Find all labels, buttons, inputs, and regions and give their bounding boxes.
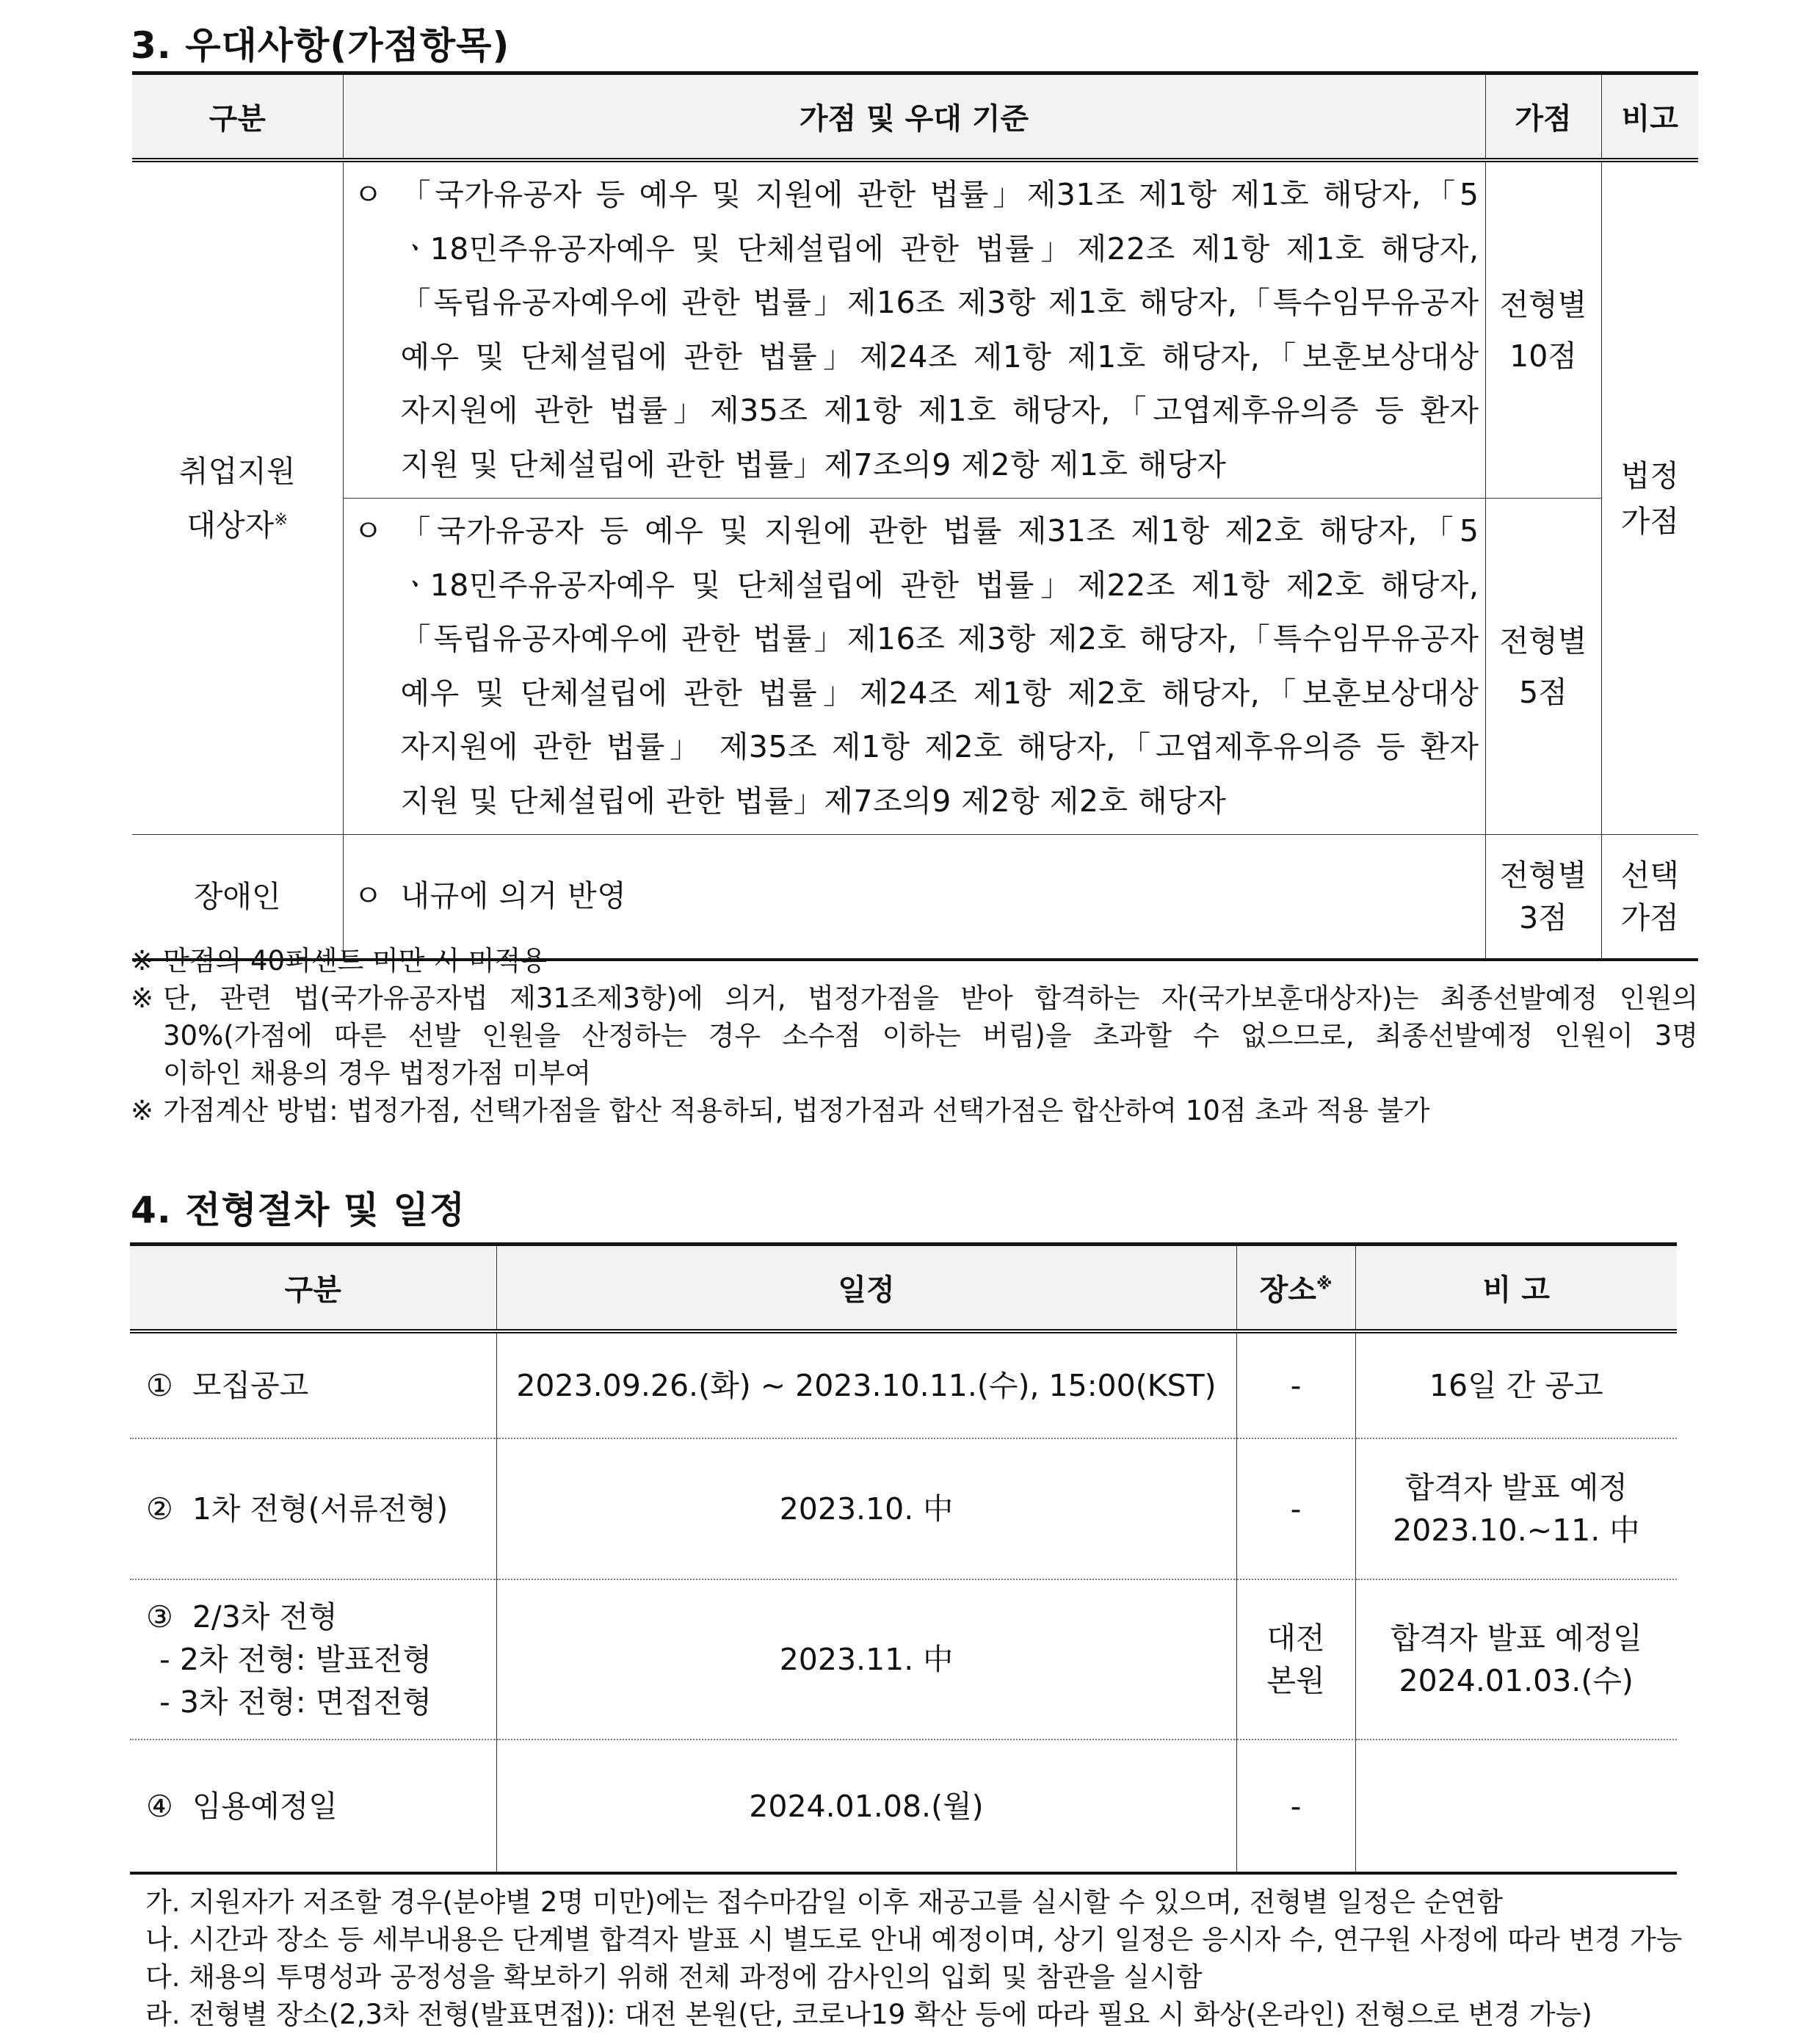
- bullet-icon: ㅇ: [353, 513, 383, 548]
- note-item: 라. 전형별 장소(2,3차 전형(발표면접)): 대전 본원(단, 코로나19 확산 등에 따라 필요 시 화상(온라인) 전형으로 변경 가능): [145, 1999, 1592, 2030]
- stage-cell: ③ 2/3차 전형 - 2차 전형: 발표전형 - 3차 전형: 면접전형: [130, 1579, 496, 1739]
- schedule-row-appointment: [130, 1739, 1677, 1873]
- employment-support-remarks: 법정 가점: [1601, 160, 1698, 835]
- place-cell: -: [1236, 1739, 1355, 1873]
- stage-cell: ④ 임용예정일: [130, 1739, 496, 1873]
- criteria-line: 예우 및 단체설립에 관한 법률」제24조 제1항 제2호 해당자,「보훈보상대상: [400, 675, 1479, 711]
- schedule-cell: 2023.11. 中: [496, 1579, 1236, 1739]
- criteria-line: 자지원에 관한 법률」 제35조 제1항 제2호 해당자,「고엽제후유의증 등 환자: [400, 729, 1479, 764]
- stage-cell: ① 모집공고: [130, 1331, 496, 1438]
- disabled-category: 장애인: [132, 835, 343, 960]
- section4-title: 4. 전형절차 및 일정: [131, 1189, 466, 1231]
- criteria-line: 「독립유공자예우에 관한 법률」제16조 제3항 제2호 해당자,「특수임무유공자: [400, 621, 1479, 656]
- category-line1: 취업지원: [179, 453, 296, 489]
- employment-support-points-1: 전형별 10점: [1485, 160, 1601, 499]
- preference-table: [132, 71, 1698, 961]
- schedule-table: [130, 1242, 1677, 1875]
- disabled-remarks: 선택 가점: [1601, 835, 1698, 960]
- schedule-cell: 2023.10. 中: [496, 1438, 1236, 1579]
- preference-notes: [131, 942, 1698, 1129]
- note-item: 가. 지원자가 저조할 경우(분야별 2명 미만)에는 접수마감일 이후 재공고를 실시할 수 있으며, 전형별 일정은 순연함: [145, 1886, 1503, 1918]
- category-line2: 대상자※: [186, 507, 289, 543]
- schedule-table-header: [130, 1245, 1677, 1332]
- note-item: ※ 만점의 40퍼센트 미만 시 미적용: [131, 945, 548, 977]
- disabled-criteria: ㅇ 내규에 의거 반영: [343, 835, 1485, 960]
- employment-support-row-1: [132, 160, 1698, 499]
- schedule-row-interview: [130, 1579, 1677, 1739]
- header-schedule: 일정: [496, 1245, 1236, 1332]
- schedule-notes: [131, 1883, 1694, 2033]
- remarks-cell: 합격자 발표 예정 2023.10.~11. 中: [1355, 1438, 1677, 1579]
- reference-mark: ※: [274, 510, 289, 529]
- criteria-line: ㅇ 「국가유공자 등 예우 및 지원에 관한 법률」제31조 제1항 제1호 해당자,「5: [354, 168, 1479, 222]
- remarks-cell: [1355, 1739, 1677, 1873]
- stage-cell: ② 1차 전형(서류전형): [130, 1438, 496, 1579]
- note-item: 나. 시간과 장소 등 세부내용은 단계별 합격자 발표 시 별도로 안내 예정이며, 상기 일정은 응시자 수, 연구원 사정에 따라 변경 가능: [145, 1924, 1683, 1955]
- header-criteria: 가점 및 우대 기준: [343, 73, 1485, 161]
- header-place: 장소※: [1236, 1245, 1355, 1332]
- schedule-row-document: [130, 1438, 1677, 1579]
- header-points: 가점: [1485, 73, 1601, 161]
- remarks-cell: 합격자 발표 예정일 2024.01.03.(수): [1355, 1579, 1677, 1739]
- note-item: 다. 채용의 투명성과 공정성을 확보하기 위해 전체 과정에 감사인의 입회 및 참관을 실시함: [145, 1961, 1203, 1993]
- employment-support-criteria-1: [343, 160, 1485, 499]
- disabled-points: 전형별 3점: [1485, 835, 1601, 960]
- disabled-row: [132, 835, 1698, 960]
- criteria-line: 「독립유공자예우에 관한 법률」제16조 제3항 제1호 해당자,「특수임무유공자: [400, 285, 1479, 320]
- criteria-line: 예우 및 단체설립에 관한 법률」제24조 제1항 제1호 해당자,「보훈보상대상: [400, 338, 1479, 374]
- section3-title: 3. 우대사항(가점항목): [131, 24, 510, 67]
- place-cell: 대전 본원: [1236, 1579, 1355, 1739]
- criteria-line: ㆍ18민주유공자예우 및 단체설립에 관한 법률」제22조 제1항 제1호 해당자,: [400, 231, 1479, 267]
- note-item: ※ 단, 관련 법(국가유공자법 제31조제3항)에 의거, 법정가점을 받아 합격하는 자(국가보훈대상자)는 최종선발예정 인원의 30%(가점에 따른 선발 인원을 산정하는 경우 소수점 이하는 버림)을 초과할 수 없으므로, 최종선발예정 인원이 3명 이하인 채용의 경우 법정가점 미부여: [131, 982, 1698, 1089]
- employment-support-category: [132, 160, 343, 835]
- header-category: 구분: [132, 73, 343, 161]
- bullet-icon: ㅇ: [353, 878, 383, 913]
- schedule-row-recruitment: [130, 1331, 1677, 1438]
- header-category: 구분: [130, 1245, 496, 1332]
- employment-support-points-2: 전형별 5점: [1485, 499, 1601, 835]
- preference-table-header: [132, 73, 1698, 161]
- criteria-line: ㆍ18민주유공자예우 및 단체설립에 관한 법률」제22조 제1항 제2호 해당자,: [400, 567, 1479, 603]
- criteria-line: ㅇ 「국가유공자 등 예우 및 지원에 관한 법률 제31조 제1항 제2호 해당자,「5: [354, 504, 1479, 559]
- header-remarks: 비고: [1601, 73, 1698, 161]
- place-cell: -: [1236, 1438, 1355, 1579]
- remarks-cell: 16일 간 공고: [1355, 1331, 1677, 1438]
- criteria-line: 자지원에 관한 법률」제35조 제1항 제1호 해당자,「고엽제후유의증 등 환자: [400, 393, 1479, 428]
- employment-support-row-2: [132, 499, 1698, 835]
- schedule-cell: 2024.01.08.(월): [496, 1739, 1236, 1873]
- criteria-line: 지원 및 단체설립에 관한 법률」제7조의9 제2항 제1호 해당자: [400, 446, 1227, 482]
- criteria-line: 지원 및 단체설립에 관한 법률」제7조의9 제2항 제2호 해당자: [400, 783, 1227, 819]
- employment-support-criteria-2: [343, 499, 1485, 835]
- bullet-icon: ㅇ: [353, 177, 383, 212]
- note-item: ※ 가점계산 방법: 법정가점, 선택가점을 합산 적용하되, 법정가점과 선택가점은 합산하여 10점 초과 적용 불가: [131, 1095, 1430, 1126]
- schedule-cell: 2023.09.26.(화) ~ 2023.10.11.(수), 15:00(KST): [496, 1331, 1236, 1438]
- place-cell: -: [1236, 1331, 1355, 1438]
- header-remarks: 비 고: [1355, 1245, 1677, 1332]
